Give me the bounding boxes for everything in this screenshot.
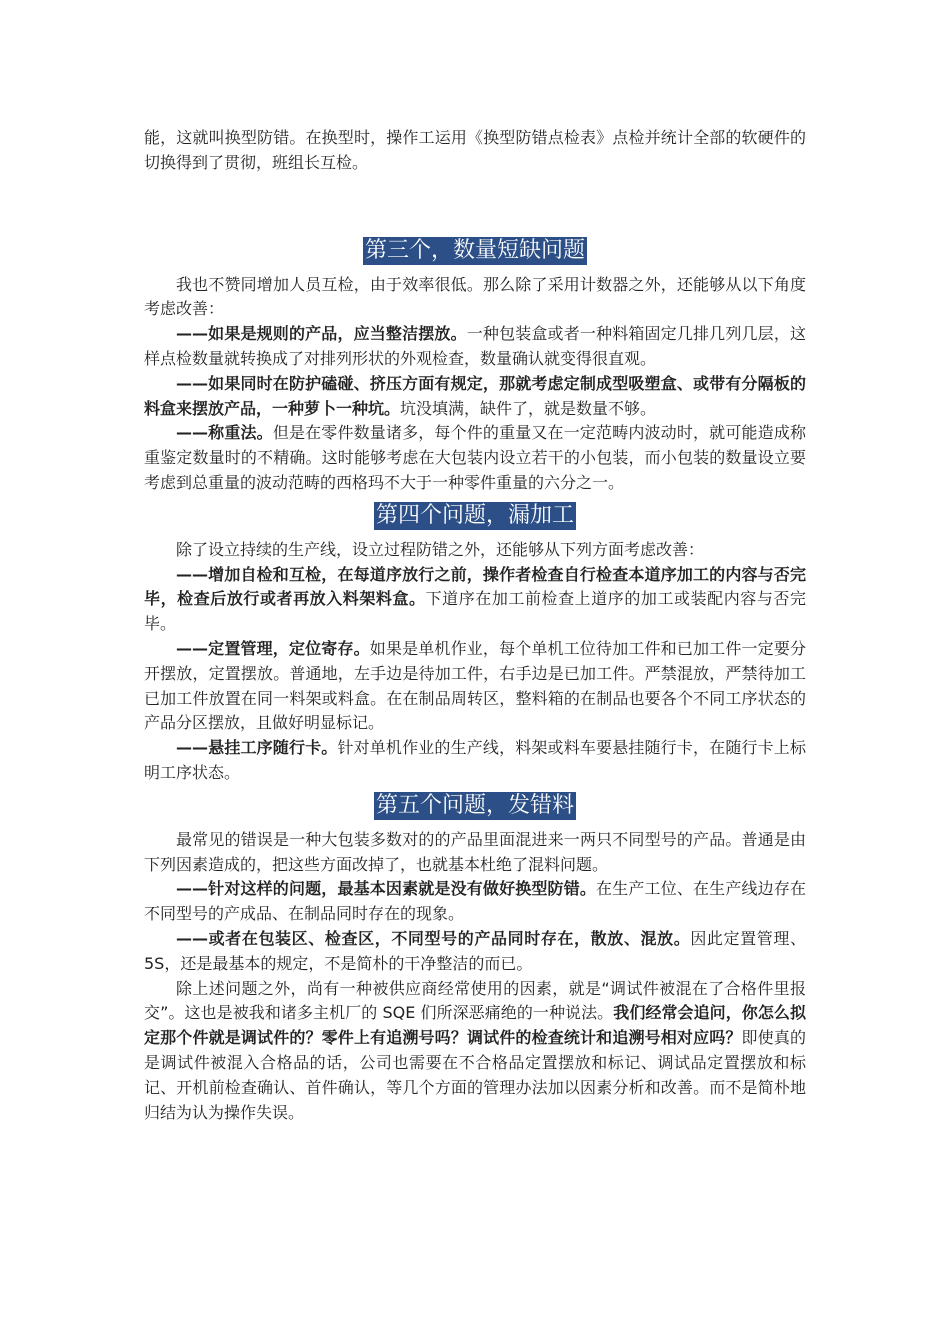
section3-p4-bold: ——称重法。 <box>176 423 273 443</box>
section3-p3-bold: ——如果同时在防护磕碰、挤压方面有规定，那就考虑定制成型吸塑盒、或带有分隔板的料盒来摆放产品，一种萝卜一种坑。 <box>144 373 806 418</box>
section3-paragraph-1: 我也不赞同增加人员互检，由于效率很低。那么除了采用计数器之外，还能够从以下角度考虑改善： <box>144 274 806 319</box>
section4-p4-text: 针对单机作业的生产线，料架或料车要悬挂随行卡，在随行卡上标明工序状态。 <box>144 738 806 782</box>
section4-p2-bold: ——增加自检和互检，在每道序放行之前，操作者检查自行检查本道序加工的内容与否完毕，检查后放行或者再放入料架料盒。 <box>144 564 806 609</box>
section5-p3-bold: ——或者在包装区、检查区，不同型号的产品同时存在，散放、混放。 <box>176 928 691 948</box>
section4-p2-text: 下道序在加工前检查上道序的加工或装配内容与否完毕。 <box>144 589 806 634</box>
section5-heading-wrap <box>144 792 806 820</box>
section4-heading: 第四个问题，漏加工 <box>375 502 574 528</box>
section5-p4-text-c: 即使真的是调试件被混入合格品的话，公司也需要在不合格品定置摆放和标记、调试品定置摆放和标记、开机前检查确认、首件确认，等几个方面的管理办法加以因素分析和改善。而不是简朴地归结为认为操作失误。 <box>144 1028 806 1122</box>
section5-paragraph-1: 最常见的错误是一种大包装多数对的的产品里面混进来一两只不同型号的产品。普通是由下列因素造成的，把这些方面改掉了，也就基本杜绝了混料问题。 <box>144 829 806 874</box>
section5-p2-bold: ——针对这样的问题，最基本因素就是没有做好换型防错。 <box>176 879 597 899</box>
section5-paragraph-3 <box>144 927 806 977</box>
section3-paragraph-2 <box>144 322 806 372</box>
section5-paragraph-2 <box>144 877 806 927</box>
section3-p4-text: 但是在零件数量诸多，每个件的重量又在一定范畴内波动时，就可能造成称重鉴定数量时的不精确。这时能够考虑在大包装内设立若干的小包装，而小包装的数量设立要考虑到总重量的波动范畴的西格玛不大于一种零件重量的六分之一。 <box>144 423 806 492</box>
section5-p3-text: 因此定置管理、5S，还是最基本的规定，不是简朴的干净整洁的而已。 <box>144 928 806 973</box>
section3-heading: 第三个，数量短缺问题 <box>364 237 585 263</box>
section4-paragraph-2 <box>144 563 806 637</box>
section4-p3-bold: ——定置管理，定位寄存。 <box>176 638 370 658</box>
section5-paragraph-4 <box>144 977 806 1126</box>
section4-p3-text: 如果是单机作业，每个单机工位待加工件和已加工件一定要分开摆放，定置摆放。普通地，左手边是待加工件，右手边是已加工件。严禁混放，严禁待加工已加工件放置在同一料架或料盒。在在制品周转区，整料箱的在制品也要各个不同工序状态的产品分区摆放，且做好明显标记。 <box>144 638 806 733</box>
section5-p4-bold: 我们经常会追问，你怎么拟定那个件就是调试件的？零件上有追溯号吗？调试件的检查统计和追溯号相对应吗？ <box>144 1003 806 1048</box>
section5-heading: 第五个问题，发错料 <box>375 792 574 818</box>
intro-paragraph: 能，这就叫换型防错。在换型时，操作工运用《换型防错点检表》点检并统计全部的软硬件的切换得到了贯彻，班组长互检。 <box>144 128 806 172</box>
section4-heading-wrap <box>144 502 806 530</box>
section4-paragraph-4 <box>144 736 806 786</box>
section4-paragraph-1: 除了设立持续的生产线，设立过程防错之外，还能够从下列方面考虑改善： <box>176 539 705 559</box>
section3-heading-wrap <box>144 237 806 265</box>
section3-paragraph-4 <box>144 421 806 495</box>
section3-p2-text: 一种包装盒或者一种料箱固定几排几列几层，这样点检数量就转换成了对排列形状的外观检查，数量确认就变得很直观。 <box>144 324 806 368</box>
section5-p4-text-a: 除上述问题之外，尚有一种被供应商经常使用的因素，就是“调试件被混在了合格件里报交”。这也是被我和诸多主机厂的 SQE 们所深恶痛绝的一种说法。 <box>144 978 806 1023</box>
section5-p2-text: 在生产工位、在生产线边存在不同型号的产成品、在制品同时存在的现象。 <box>144 879 806 924</box>
section4-paragraph-3 <box>144 637 806 736</box>
section4-p4-bold: ——悬挂工序随行卡。 <box>176 738 338 758</box>
section3-p3-text: 坑没填满，缺件了，就是数量不够。 <box>400 398 657 418</box>
document-body <box>144 126 806 1125</box>
section3-paragraph-3 <box>144 372 806 422</box>
section3-p2-bold: ——如果是规则的产品，应当整洁摆放。 <box>176 324 467 344</box>
